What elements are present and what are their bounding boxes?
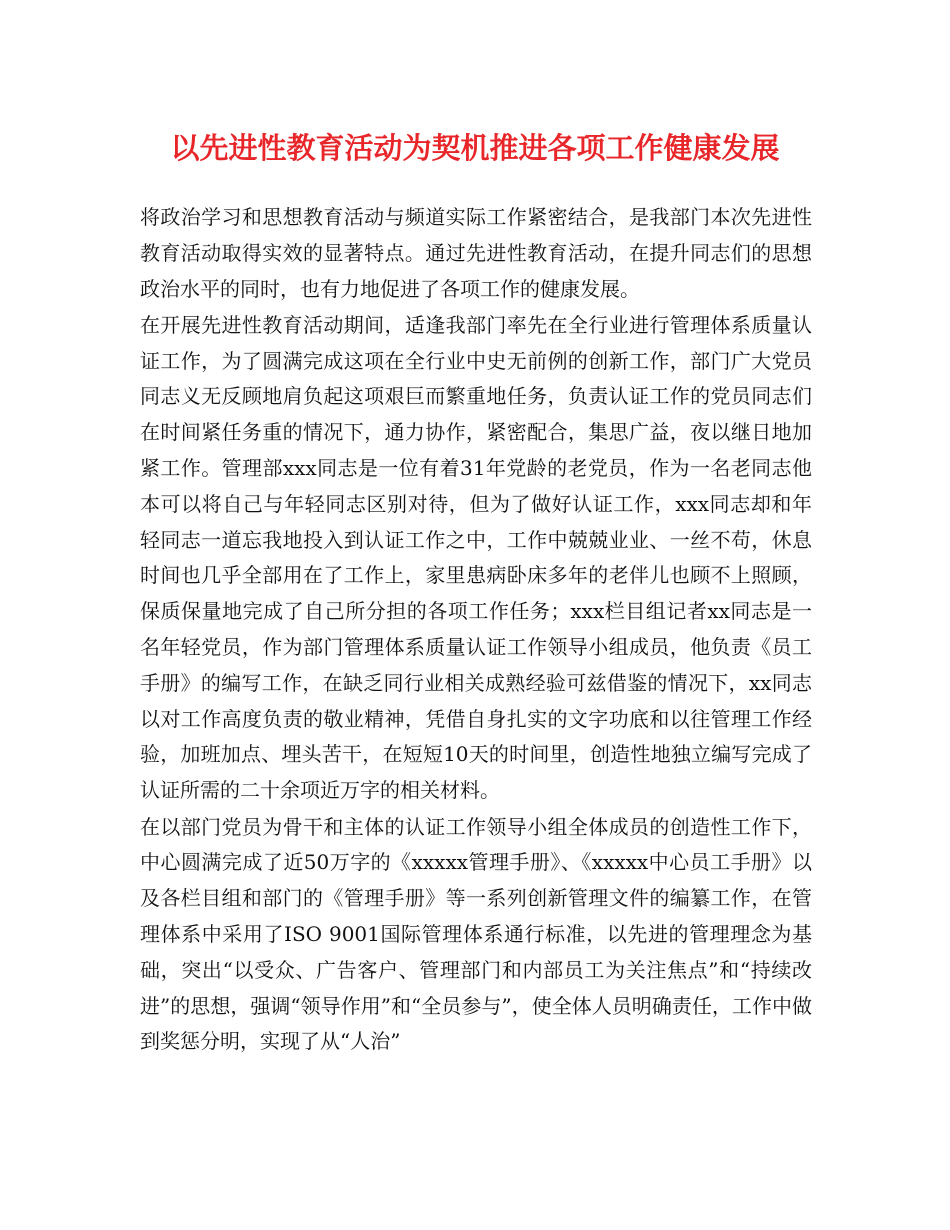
document-body [140,200,812,1060]
paragraph-3: 在以部门党员为骨干和主体的认证工作领导小组全体成员的创造性工作下，中心圆满完成了近50万字的《xxxxx管理手册》、《xxxxx中心员工手册》以及各栏目组和部门的《管理手册》等一系列创新管理文件的编纂工作，在管理体系中采用了ISO 9001国际管理体系通行标准，以先进的管理理念为基础，突出“以受众、广告客户、管理部门和内部员工为关注焦点”和“持续改进”的思想，强调“领导作用”和“全员参与”，使全体人员明确责任，工作中做到奖惩分明，实现了从“人治” [140,814,812,1054]
document-title: 以先进性教育活动为契机推进各项工作健康发展 [170,131,780,165]
paragraph-1: 将政治学习和思想教育活动与频道实际工作紧密结合，是我部门本次先进性教育活动取得实效的显著特点。通过先进性教育活动，在提升同志们的思想政治水平的同时，也有力地促进了各项工作的健康发展。 [140,205,812,301]
paragraph-2: 在开展先进性教育活动期间，适逢我部门率先在全行业进行管理体系质量认证工作，为了圆满完成这项在全行业中史无前例的创新工作，部门广大党员同志义无反顾地肩负起这项艰巨而繁重地任务，负责认证工作的党员同志们在时间紧任务重的情况下，通力协作，紧密配合，集思广益，夜以继日地加紧工作。管理部xxx同志是一位有着31年党龄的老党员，作为一名老同志他本可以将自己与年轻同志区别对待，但为了做好认证工作，xxx同志却和年轻同志一道忘我地投入到认证工作之中，工作中兢兢业业、一丝不苟，休息时间也几乎全部用在了工作上，家里患病卧床多年的老伴儿也顾不上照顾，保质保量地完成了自己所分担的各项工作任务；xxx栏目组记者xx同志是一名年轻党员，作为部门管理体系质量认证工作领导小组成员，他负责《员工手册》的编写工作，在缺乏同行业相关成熟经验可兹借鉴的情况下，xx同志以对工作高度负责的敬业精神，凭借自身扎实的文字功底和以往管理工作经验，加班加点、埋头苦干，在短短10天的时间里，创造性地独立编写完成了认证所需的二十余项近万字的相关材料。 [140,312,812,803]
